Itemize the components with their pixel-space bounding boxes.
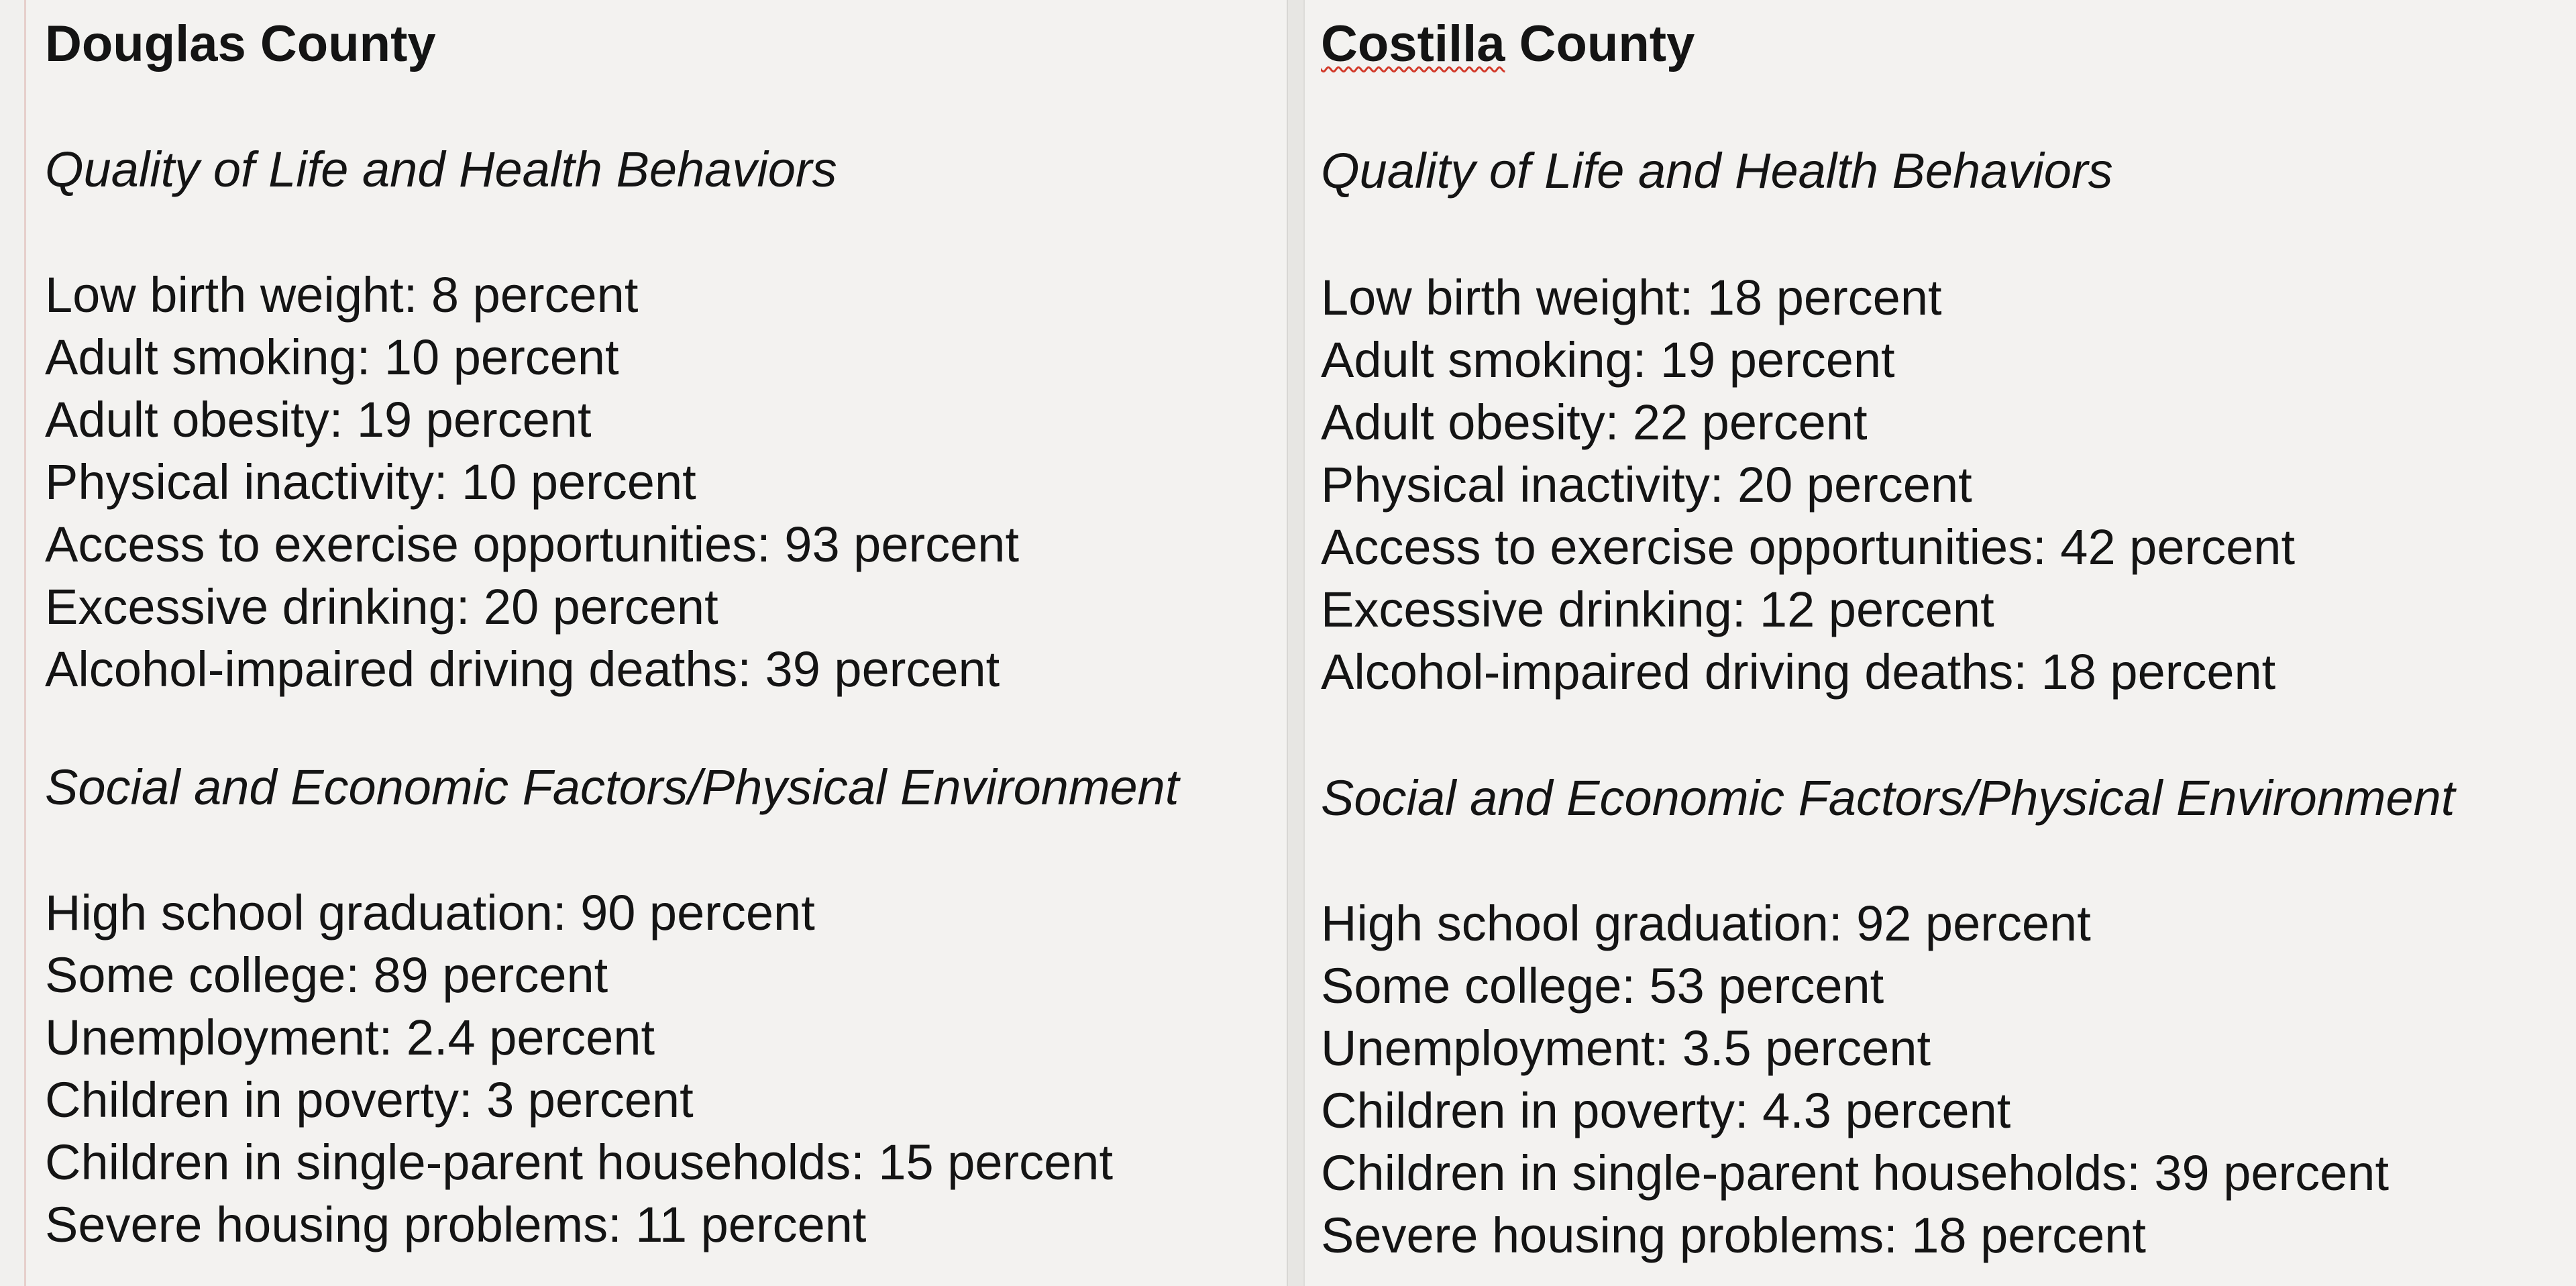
list-item: Adult smoking: 19 percent xyxy=(1321,332,1895,388)
list-item: Children in poverty: 4.3 percent xyxy=(1321,1083,2011,1138)
county-title: Douglas County xyxy=(45,15,436,72)
list-item: Access to exercise opportunities: 42 percent xyxy=(1321,519,2295,575)
metric-list-quality-of-life xyxy=(1321,266,2295,703)
column-divider xyxy=(1287,0,1305,1286)
list-item: Children in single-parent households: 15 percent xyxy=(45,1134,1114,1190)
list-item: Alcohol-impaired driving deaths: 18 percent xyxy=(1321,644,2276,700)
list-item: Adult obesity: 22 percent xyxy=(1321,394,1868,450)
county-panel-douglas[interactable] xyxy=(24,0,1287,1286)
section-heading-social-economic: Social and Economic Factors/Physical Environment xyxy=(45,759,1179,815)
list-item: High school graduation: 90 percent xyxy=(45,885,815,941)
metric-list-quality-of-life xyxy=(45,264,1019,700)
county-title-suffix: County xyxy=(1505,15,1695,72)
list-item: Low birth weight: 18 percent xyxy=(1321,270,1942,325)
list-item: Alcohol-impaired driving deaths: 39 percent xyxy=(45,641,1000,697)
list-item: Adult smoking: 10 percent xyxy=(45,329,619,385)
list-item: Access to exercise opportunities: 93 percent xyxy=(45,517,1019,572)
section-heading-quality-of-life: Quality of Life and Health Behaviors xyxy=(45,142,837,197)
metric-list-social-economic xyxy=(1321,892,2389,1267)
list-item: Severe housing problems: 18 percent xyxy=(1321,1208,2146,1263)
list-item: Low birth weight: 8 percent xyxy=(45,267,639,323)
list-item: Adult obesity: 19 percent xyxy=(45,392,592,447)
list-item: Some college: 89 percent xyxy=(45,947,608,1003)
list-item: Unemployment: 3.5 percent xyxy=(1321,1020,1931,1076)
list-item: High school graduation: 92 percent xyxy=(1321,896,2091,951)
county-title xyxy=(1321,13,1695,75)
metric-list-social-economic xyxy=(45,881,1113,1256)
section-heading-quality-of-life: Quality of Life and Health Behaviors xyxy=(1321,143,2113,199)
page-margin xyxy=(0,0,24,1286)
misspelled-word[interactable]: Costilla xyxy=(1321,15,1505,72)
list-item: Severe housing problems: 11 percent xyxy=(45,1197,867,1252)
list-item: Some college: 53 percent xyxy=(1321,958,1884,1014)
list-item: Physical inactivity: 10 percent xyxy=(45,454,696,510)
list-item: Physical inactivity: 20 percent xyxy=(1321,457,1972,513)
section-heading-social-economic: Social and Economic Factors/Physical Environment xyxy=(1321,770,2455,826)
list-item: Unemployment: 2.4 percent xyxy=(45,1010,655,1065)
list-item: Children in single-parent households: 39 percent xyxy=(1321,1145,2390,1201)
list-item: Children in poverty: 3 percent xyxy=(45,1072,694,1128)
list-item: Excessive drinking: 12 percent xyxy=(1321,582,1994,637)
county-panel-costilla[interactable] xyxy=(1305,0,2576,1286)
list-item: Excessive drinking: 20 percent xyxy=(45,579,718,635)
